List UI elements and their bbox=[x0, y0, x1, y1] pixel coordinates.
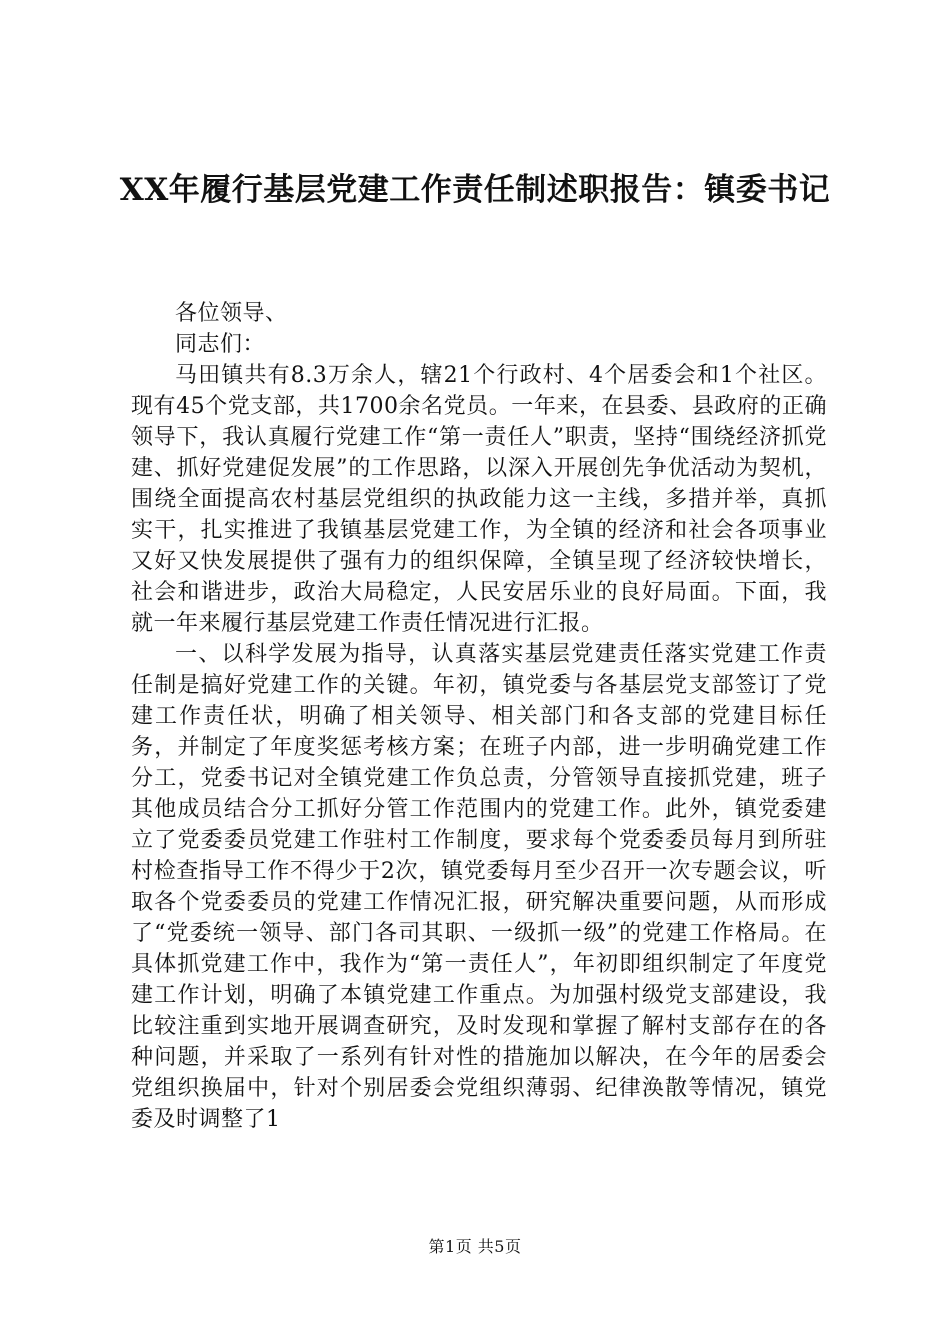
salutation-line-2: 同志们： bbox=[175, 332, 266, 357]
page-footer: 第1页 共5页 bbox=[428, 1237, 522, 1256]
document-body bbox=[131, 298, 827, 1135]
salutation-line-1: 各位领导、 bbox=[175, 301, 288, 326]
paragraph-intro: 马田镇共有8.3万余人，辖21个行政村、4个居委会和1个社区。现有45个党支部，共1700余名党员。一年来，在县委、县政府的正确领导下，我认真履行党建工作“第一责任人”职责，坚持“围绕经济抓党建、抓好党建促发展”的工作思路，以深入开展创先争优活动为契机，围绕全面提高农村基层党组织的执政能力这一主线，多措并举，真抓实干，扎实推进了我镇基层党建工作，为全镇的经济和社会各项事业又好又快发展提供了强有力的组织保障，全镇呈现了经济较快增长，社会和谐进步，政治大局稳定，人民安居乐业的良好局面。下面，我就一年来履行基层党建工作责任情况进行汇报。 bbox=[131, 363, 827, 636]
paragraph-section-one: 一、以科学发展为指导，认真落实基层党建责任落实党建工作责任制是搞好党建工作的关键。年初，镇党委与各基层党支部签订了党建工作责任状，明确了相关领导、相关部门和各支部的党建目标任务，并制定了年度奖惩考核方案；在班子内部，进一步明确党建工作分工，党委书记对全镇党建工作负总责，分管领导直接抓党建，班子其他成员结合分工抓好分管工作范围内的党建工作。此外，镇党委建立了党委委员党建工作驻村工作制度，要求每个党委委员每月到所驻村检查指导工作不得少于2次，镇党委每月至少召开一次专题会议，听取各个党委委员的党建工作情况汇报，研究解决重要问题，从而形成了“党委统一领导、部门各司其职、一级抓一级”的党建工作格局。在具体抓党建工作中，我作为“第一责任人”，年初即组织制定了年度党建工作计划，明确了本镇党建工作重点。为加强村级党支部建设，我比较注重到实地开展调查研究，及时发现和掌握了解村支部存在的各种问题，并采取了一系列有针对性的措施加以解决，在今年的居委会党组织换届中，针对个别居委会党组织薄弱、纪律涣散等情况，镇党委及时调整了1 bbox=[131, 642, 827, 1132]
document-title: XX年履行基层党建工作责任制述职报告：镇委书记 bbox=[119, 172, 831, 208]
